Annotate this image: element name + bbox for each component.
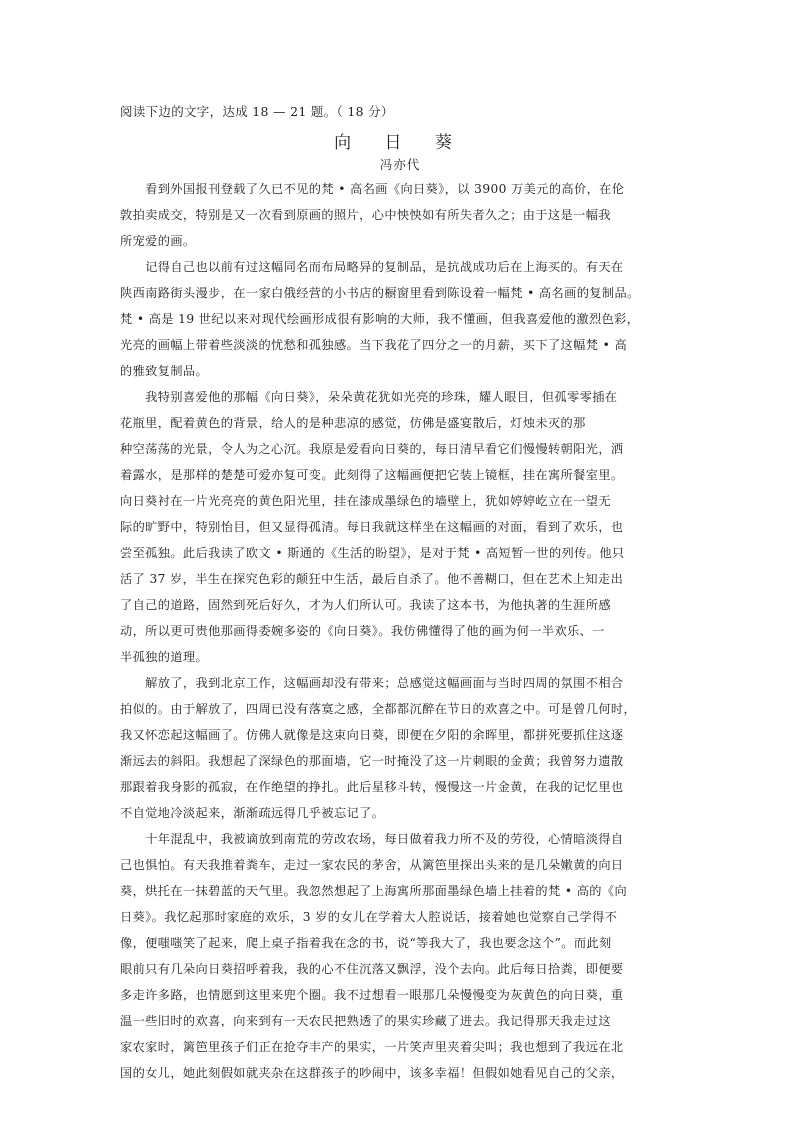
article-paragraph <box>120 254 686 384</box>
paragraph-line: 像，便嗤嗤笑了起来，爬上桌子指着我在念的书，说“等我大了，我也要念这个”。而此刻 <box>120 936 612 950</box>
paragraph-line: 际的旷野中，特别怡目，但又显得孤清。每日我就这样坐在这幅画的对面，看到了欢乐，也 <box>120 520 624 534</box>
paragraph-line: 尝至孤独。此后我读了欧文 • 斯通的《生活的盼望》，是对于梵 • 高短暂一世的列传。他只 <box>120 546 625 560</box>
article-paragraph <box>120 826 686 1086</box>
paragraph-line: 种空荡荡的光景，令人为之心沉。我原是爱看向日葵的，每日清早看它们慢慢转朝阳光，洒 <box>120 442 624 456</box>
article-paragraph <box>120 176 686 254</box>
paragraph-line: 那跟着我身影的孤寂，在作绝望的挣扎。此后星移斗转，慢慢这一片金黄，在我的记忆里也 <box>120 780 624 794</box>
paragraph-line: 葵，烘托在一抹碧蓝的天气里。我忽然想起了上海寓所那面墨绿色墙上挂着的梵 • 高的《向 <box>120 884 628 898</box>
paragraph-line: 看到外国报刊登载了久已不见的梵 • 高名画《向日葵》，以 3900 万美元的高价，在伦 <box>120 182 625 196</box>
paragraph-line: 家农家时，篱笆里孩子们正在抢夺丰产的果实，一片笑声里夹着尖叫；我也想到了我远在北 <box>120 1040 624 1054</box>
paragraph-line: 花瓶里，配着黄色的背景，给人的是种悲凉的感觉，仿佛是盛宴散后，灯烛未灭的那 <box>120 416 586 430</box>
paragraph-line: 梵 • 高是 19 世纪以来对现代绘画形成很有影响的大师，我不懂画，但我喜爱他的激烈色彩， <box>120 312 640 326</box>
paragraph-line: 渐远去的斜阳。我想起了深绿色的那面墙，它一时掩没了这一片刺眼的金黄；我曾努力遗散 <box>120 754 624 768</box>
paragraph-line: 活了 37 岁，半生在探究色彩的颠狂中生活，最后自杀了。他不善糊口，但在艺术上知走出 <box>120 572 624 586</box>
paragraph-line: 不自觉地冷淡起来，渐渐疏远得几乎被忘记了。 <box>120 806 385 820</box>
paragraph-line: 了自己的道路，固然到死后好久，才为人们所认可。我读了这本书，为他执著的生涯所感 <box>120 598 611 612</box>
paragraph-line: 向日葵衬在一片光亮亮的黄色阳光里，挂在漆成墨绿色的墙壁上，犹如婷婷屹立在一望无 <box>120 494 611 508</box>
paragraph-line: 拍似的。由于解放了，四周已没有落寞之感，全都都沉醉在节日的欢喜之中。可是曾几何时， <box>120 702 637 716</box>
article-title: 向 日 葵 <box>334 133 466 153</box>
paragraph-line: 解放了，我到北京工作，这幅画却没有带来；总感觉这幅画面与当时四周的氛围不相合 <box>120 676 624 690</box>
paragraph-line: 我又怀恋起这幅画了。仿佛人就像是这束向日葵，即便在夕阳的余晖里，都拼死要抓住这逐 <box>120 728 624 742</box>
paragraph-line: 敦拍卖成交，特别是又一次看到原画的照片，心中怏怏如有所失者久之；由于这是一幅我 <box>120 208 611 222</box>
paragraph-line: 多走许多路，也情愿到这里来兜个圈。我不过想看一眼那几朵慢慢变为灰黄色的向日葵，重 <box>120 988 624 1002</box>
paragraph-line: 动，所以更可贵他那画得委婉多姿的《向日葵》。我仿佛懂得了他的画为何一半欢乐、一 <box>120 624 605 638</box>
paragraph-line: 的雅致复制品。 <box>120 364 209 378</box>
paragraph-line: 光亮的画幅上带着些淡淡的忧愁和孤独感。当下我花了四分之一的月薪，买下了这幅梵 • 高 <box>120 338 628 352</box>
question-instruction: 阅读下边的文字，达成 18 — 21 题。（ 18 分） <box>120 104 394 119</box>
article-body <box>120 176 686 1086</box>
paragraph-line: 着露水，是那样的楚楚可爱亦复可变。此刻得了这幅画便把它装上镜框，挂在寓所餐室里。 <box>120 468 624 482</box>
article-paragraph <box>120 670 686 826</box>
paragraph-line: 眼前只有几朵向日葵招呼着我，我的心不住沉落又飘浮，没个去向。此后每日拾粪，即便要 <box>120 962 624 976</box>
paragraph-line: 记得自己也以前有过这幅同名而布局略异的复制品，是抗战成功后在上海买的。有天在 <box>120 260 624 274</box>
article-author: 冯亦代 <box>379 157 421 172</box>
paragraph-line: 国的女儿，她此刻假如就夹杂在这群孩子的吵闹中，该多幸福！但假如她看见自己的父亲， <box>120 1066 624 1080</box>
paragraph-line: 己也惧怕。有天我推着粪车，走过一家农民的茅舍，从篱笆里探出头来的是几朵嫩黄的向日 <box>120 858 624 872</box>
paragraph-line: 我特别喜爱他的那幅《向日葵》，朵朵黄花犹如光亮的珍珠，耀人眼目，但孤零零插在 <box>120 390 618 404</box>
paragraph-line: 半孤独的道理。 <box>120 650 209 664</box>
article-paragraph <box>120 384 686 670</box>
paragraph-line: 日葵》。我忆起那时家庭的欢乐，3 岁的女儿在学着大人腔说话，接着她也觉察自己学得不 <box>120 910 618 924</box>
paragraph-line: 所宠爱的画。 <box>120 234 196 248</box>
paragraph-line: 十年混乱中，我被谪放到南荒的劳改农场，每日做着我力所不及的劳役，心情暗淡得自 <box>120 832 624 846</box>
paragraph-line: 温一些旧时的欢喜，向来到有一天农民把熟透了的果实珍藏了进去。我记得那天我走过这 <box>120 1014 611 1028</box>
paragraph-line: 陕西南路街头漫步，在一家白俄经营的小书店的橱窗里看到陈设着一幅梵 • 高名画的复制品。 <box>120 286 640 300</box>
